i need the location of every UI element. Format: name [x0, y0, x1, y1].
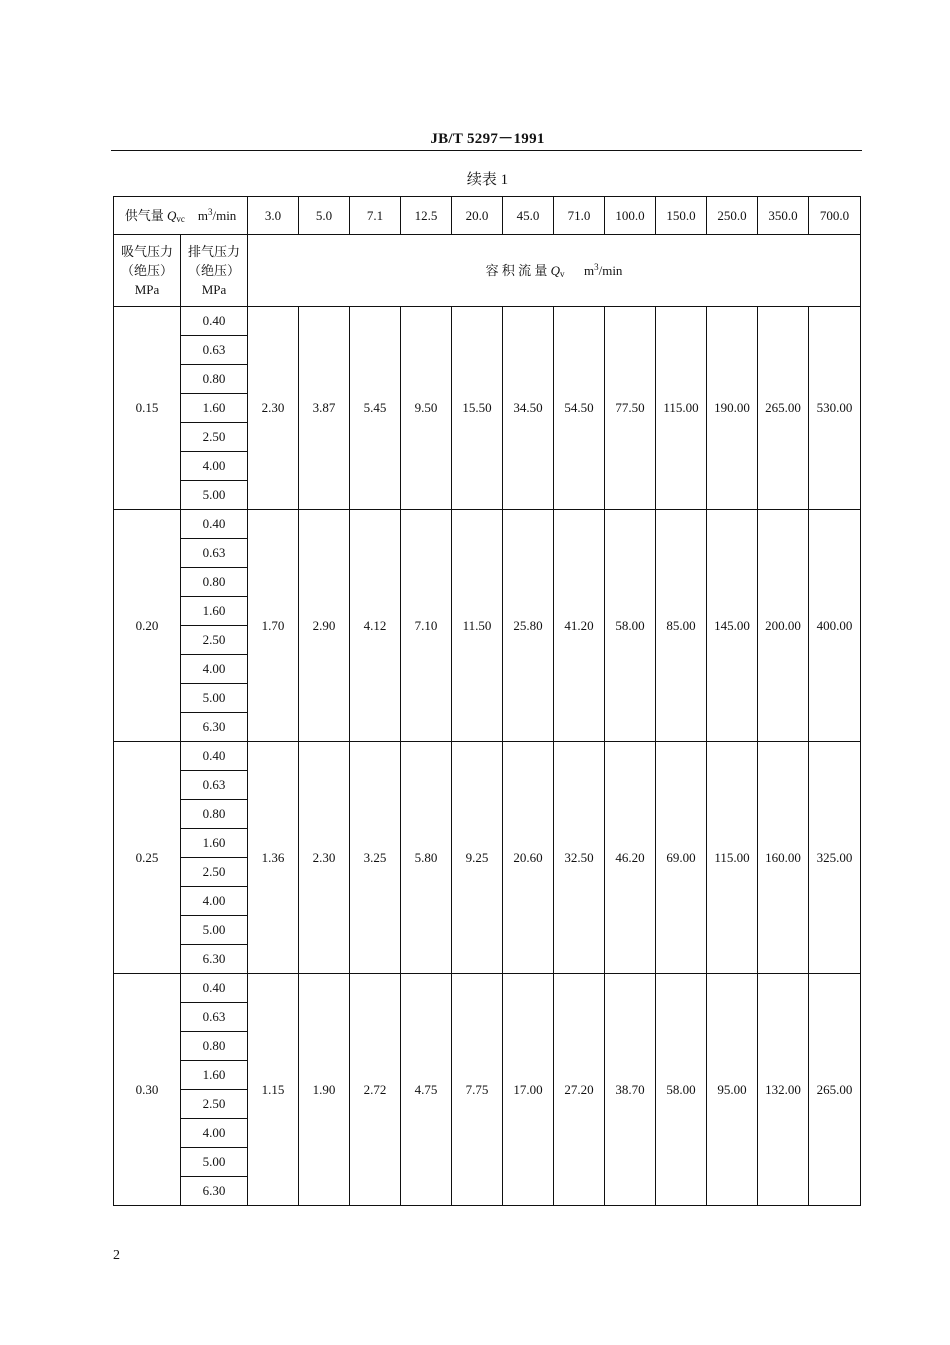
- suction-header-cell: [114, 235, 181, 307]
- flow-value-cell: 2.30: [248, 307, 299, 510]
- flow-value-cell: 38.70: [605, 974, 656, 1206]
- flow-value-cell: 4.75: [401, 974, 452, 1206]
- discharge-pressure-cell: 0.63: [181, 539, 248, 568]
- flow-value-cell: 400.00: [809, 510, 861, 742]
- flow-value-cell: 3.87: [299, 307, 350, 510]
- supply-label: 供气量: [124, 208, 164, 223]
- discharge-pressure-cell: 4.00: [181, 452, 248, 481]
- supply-value-cell: 5.0: [299, 197, 350, 235]
- discharge-header-line2: （绝压）: [187, 263, 240, 278]
- discharge-pressure-cell: 0.80: [181, 800, 248, 829]
- discharge-pressure-cell: 0.40: [181, 307, 248, 336]
- discharge-pressure-cell: 6.30: [181, 945, 248, 974]
- discharge-pressure-cell: 6.30: [181, 713, 248, 742]
- suction-pressure-cell: 0.25: [114, 742, 181, 974]
- suction-header-line2: （绝压）: [120, 263, 173, 278]
- flow-value-cell: 160.00: [758, 742, 809, 974]
- flow-rate-table: [113, 196, 861, 1206]
- flow-value-cell: 5.80: [401, 742, 452, 974]
- flow-header-cell: [248, 235, 861, 307]
- flow-value-cell: 54.50: [554, 307, 605, 510]
- flow-value-cell: 58.00: [656, 974, 707, 1206]
- supply-unit-m: m: [197, 208, 208, 223]
- supply-value-cell: 7.1: [350, 197, 401, 235]
- discharge-pressure-cell: 4.00: [181, 655, 248, 684]
- supply-unit-sup: 3: [207, 207, 213, 217]
- discharge-pressure-cell: 5.00: [181, 1148, 248, 1177]
- flow-value-cell: 2.30: [299, 742, 350, 974]
- table-row: [114, 307, 861, 336]
- flow-value-cell: 1.70: [248, 510, 299, 742]
- flow-value-cell: 34.50: [503, 307, 554, 510]
- supply-value-cell: 45.0: [503, 197, 554, 235]
- discharge-pressure-cell: 0.63: [181, 336, 248, 365]
- flow-value-cell: 115.00: [656, 307, 707, 510]
- table-row: [114, 974, 861, 1003]
- flow-value-cell: 2.72: [350, 974, 401, 1206]
- suction-pressure-cell: 0.20: [114, 510, 181, 742]
- supply-value-cell: 700.0: [809, 197, 861, 235]
- flow-symbol: Q: [550, 263, 560, 278]
- suction-pressure-cell: 0.15: [114, 307, 181, 510]
- supply-label-cell: [114, 197, 248, 235]
- flow-value-cell: 145.00: [707, 510, 758, 742]
- flow-value-cell: 46.20: [605, 742, 656, 974]
- flow-value-cell: 265.00: [758, 307, 809, 510]
- discharge-pressure-cell: 0.80: [181, 1032, 248, 1061]
- flow-value-cell: 1.90: [299, 974, 350, 1206]
- flow-value-cell: 27.20: [554, 974, 605, 1206]
- supply-value-cell: 20.0: [452, 197, 503, 235]
- flow-value-cell: 1.36: [248, 742, 299, 974]
- discharge-pressure-cell: 5.00: [181, 916, 248, 945]
- supply-value-cell: 250.0: [707, 197, 758, 235]
- flow-value-cell: 2.90: [299, 510, 350, 742]
- suction-header-line1: 吸气压力: [120, 244, 173, 259]
- supply-symbol-sub: vc: [176, 214, 185, 224]
- flow-value-cell: 1.15: [248, 974, 299, 1206]
- flow-value-cell: 41.20: [554, 510, 605, 742]
- discharge-pressure-cell: 0.63: [181, 1003, 248, 1032]
- suction-pressure-cell: 0.30: [114, 974, 181, 1206]
- table-caption: 续表 1: [466, 172, 509, 188]
- flow-value-cell: 85.00: [656, 510, 707, 742]
- supply-value-cell: 150.0: [656, 197, 707, 235]
- discharge-header-unit: MPa: [201, 282, 227, 297]
- flow-value-cell: 132.00: [758, 974, 809, 1206]
- flow-value-cell: 25.80: [503, 510, 554, 742]
- flow-value-cell: 265.00: [809, 974, 861, 1206]
- flow-value-cell: 17.00: [503, 974, 554, 1206]
- flow-symbol-sub: v: [559, 269, 565, 279]
- discharge-pressure-cell: 5.00: [181, 481, 248, 510]
- supply-value-cell: 100.0: [605, 197, 656, 235]
- page-number: 2: [113, 1248, 120, 1263]
- flow-value-cell: 200.00: [758, 510, 809, 742]
- discharge-header-line1: 排气压力: [187, 244, 240, 259]
- flow-value-cell: 115.00: [707, 742, 758, 974]
- flow-unit-sup: 3: [594, 262, 599, 272]
- table-row: [114, 510, 861, 539]
- flow-value-cell: 32.50: [554, 742, 605, 974]
- discharge-pressure-cell: 1.60: [181, 829, 248, 858]
- flow-value-cell: 325.00: [809, 742, 861, 974]
- supply-value-cell: 350.0: [758, 197, 809, 235]
- discharge-pressure-cell: 1.60: [181, 394, 248, 423]
- flow-value-cell: 9.25: [452, 742, 503, 974]
- discharge-header-cell: [181, 235, 248, 307]
- discharge-pressure-cell: 2.50: [181, 858, 248, 887]
- flow-value-cell: 95.00: [707, 974, 758, 1206]
- discharge-pressure-cell: 0.63: [181, 771, 248, 800]
- discharge-pressure-cell: 0.40: [181, 742, 248, 771]
- supply-unit-rest: /min: [212, 208, 237, 223]
- table-row: [114, 742, 861, 771]
- flow-value-cell: 20.60: [503, 742, 554, 974]
- flow-value-cell: 58.00: [605, 510, 656, 742]
- supply-value-cell: 71.0: [554, 197, 605, 235]
- discharge-pressure-cell: 0.80: [181, 365, 248, 394]
- flow-value-cell: 7.75: [452, 974, 503, 1206]
- flow-value-cell: 3.25: [350, 742, 401, 974]
- flow-value-cell: 4.12: [350, 510, 401, 742]
- supply-symbol: Q: [166, 208, 177, 223]
- flow-value-cell: 77.50: [605, 307, 656, 510]
- flow-value-cell: 5.45: [350, 307, 401, 510]
- discharge-pressure-cell: 0.40: [181, 510, 248, 539]
- flow-value-cell: 9.50: [401, 307, 452, 510]
- discharge-pressure-cell: 2.50: [181, 423, 248, 452]
- flow-value-cell: 7.10: [401, 510, 452, 742]
- suction-header-unit: MPa: [134, 282, 160, 297]
- column-header-row: [114, 235, 861, 307]
- flow-label: 容 积 流 量: [485, 263, 548, 278]
- discharge-pressure-cell: 2.50: [181, 626, 248, 655]
- discharge-pressure-cell: 1.60: [181, 597, 248, 626]
- discharge-pressure-cell: 6.30: [181, 1177, 248, 1206]
- flow-unit-m: m: [583, 263, 595, 278]
- supply-value-cell: 3.0: [248, 197, 299, 235]
- flow-value-cell: 530.00: [809, 307, 861, 510]
- standard-code-header: JB/T 5297－1991: [430, 131, 545, 147]
- discharge-pressure-cell: 4.00: [181, 887, 248, 916]
- flow-value-cell: 69.00: [656, 742, 707, 974]
- discharge-pressure-cell: 1.60: [181, 1061, 248, 1090]
- supply-value-cell: 12.5: [401, 197, 452, 235]
- flow-value-cell: 11.50: [452, 510, 503, 742]
- flow-value-cell: 190.00: [707, 307, 758, 510]
- supply-row: [114, 197, 861, 235]
- flow-unit-rest: /min: [598, 263, 623, 278]
- discharge-pressure-cell: 4.00: [181, 1119, 248, 1148]
- flow-value-cell: 15.50: [452, 307, 503, 510]
- discharge-pressure-cell: 2.50: [181, 1090, 248, 1119]
- discharge-pressure-cell: 0.40: [181, 974, 248, 1003]
- header-rule: [111, 150, 862, 151]
- discharge-pressure-cell: 0.80: [181, 568, 248, 597]
- discharge-pressure-cell: 5.00: [181, 684, 248, 713]
